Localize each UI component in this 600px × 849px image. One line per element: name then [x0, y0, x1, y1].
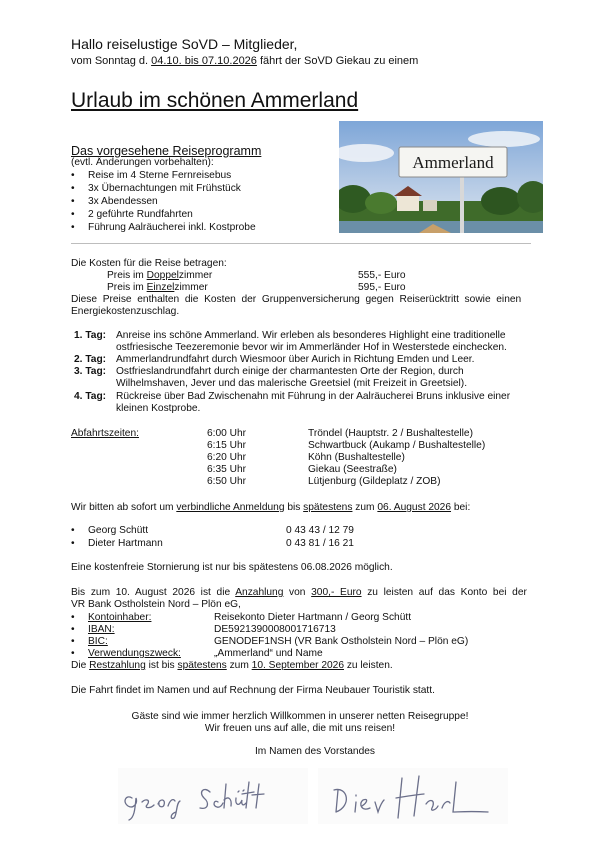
day-text: ostfriesische Teezeremonie bevor wir im Ammerländer Hof in Westerstede einchecken.	[116, 342, 507, 353]
bank-name: VR Bank Ostholstein Nord – Plön eG,	[71, 599, 241, 610]
departure-time: 6:50 Uhr	[207, 476, 247, 487]
remaining-payment: Die Restzahlung ist bis spätestens zum 10. September 2026 zu leisten.	[71, 660, 393, 671]
iban-label: • IBAN:	[88, 624, 115, 635]
departure-place: Schwartbuck (Aukamp / Bushaltestelle)	[308, 440, 486, 451]
trip-date-line: vom Sonntag d. 04.10. bis 07.10.2026 fährt der SoVD Giekau zu einem	[71, 55, 419, 67]
price-single-label: Preis im Einzelzimmer	[107, 282, 208, 293]
contact-name: • Georg Schütt	[88, 525, 148, 536]
price-single: 595,- Euro	[358, 282, 406, 293]
page-title: Urlaub im schönen Ammerland	[71, 89, 359, 112]
day-label: 2. Tag:	[74, 354, 107, 365]
departure-time: 6:20 Uhr	[207, 452, 247, 463]
ammerland-sign-photo	[339, 121, 543, 233]
organizer-note: Die Fahrt findet im Namen und auf Rechnung der Firma Neubauer Touristik statt.	[71, 685, 435, 696]
program-item: • Führung Aalräucherei inkl. Kostprobe	[88, 222, 256, 233]
divider	[71, 243, 531, 244]
closing-line-1: Gäste sind wie immer herzlich Willkommen in unserer netten Reisegruppe!	[131, 711, 469, 722]
contact-name: • Dieter Hartmann	[88, 538, 163, 549]
departure-time: 6:35 Uhr	[207, 464, 247, 475]
program-item: • Reise im 4 Sterne Fernreisebus	[88, 170, 231, 181]
departure-time: 6:15 Uhr	[207, 440, 247, 451]
trip-date-range: 04.10. bis 07.10.2026	[151, 55, 257, 67]
program-note: (evtl. Änderungen vorbehalten):	[71, 157, 214, 168]
contact-phone: 0 43 81 / 16 21	[286, 538, 354, 549]
price-double-label: Preis im Doppelzimmer	[107, 270, 213, 281]
bic-value: GENODEF1NSH (VR Bank Ostholstein Nord – Plön eG)	[214, 636, 469, 647]
departure-place: Tröndel (Hauptstr. 2 / Bushaltestelle)	[308, 428, 473, 439]
day-label: 3. Tag:	[74, 366, 107, 377]
costs-note-2: Energiekostenzuschlag.	[71, 306, 180, 317]
payment-line: Bis zum 10. August 2026 ist die Anzahlung von 300,- Euro zu leisten auf das Konto bei der	[71, 587, 527, 598]
bic-label: • BIC:	[88, 636, 108, 647]
departure-place: Lütjenburg (Gildeplatz / ZOB)	[308, 476, 441, 487]
departures-label: Abfahrtszeiten:	[71, 428, 139, 439]
costs-note: Diese Preise enthalten die Kosten der Gruppenversicherung gegen Reiserücktritt sowie einen	[71, 294, 522, 305]
day-text: Wilhelmshaven, Jever und das malerische Greetsiel (mit Freizeit in Greetsiel).	[116, 378, 468, 389]
purpose-label: • Verwendungszweck:	[88, 648, 181, 659]
iban-value: DE59213900080017167​13	[214, 624, 336, 635]
program-item: • 3x Übernachtungen mit Frühstück	[88, 183, 241, 194]
closing-line-2: Wir freuen uns auf alle, die mit uns reisen!	[204, 723, 396, 734]
purpose-value: „Ammerland“ und Name	[214, 648, 323, 659]
price-double: 555,- Euro	[358, 270, 406, 281]
day-text: Anreise ins schöne Ammerland. Wir erleben als besonderes Highlight eine traditionelle	[116, 330, 506, 341]
program-heading: Das vorgesehene Reiseprogramm	[71, 144, 262, 158]
day-text: Ostfrieslandrundfahrt durch einige der charmantesten Orte der Region, durch	[116, 366, 464, 377]
board-line: Im Namen des Vorstandes	[254, 746, 376, 757]
day-text: kleinen Kostprobe.	[116, 403, 201, 414]
departure-place: Köhn (Bushaltestelle)	[308, 452, 405, 463]
registration-text: Wir bitten ab sofort um verbindliche Anmeldung bis spätestens zum 06. August 2026 bei:	[71, 502, 471, 513]
day-text: Rückreise über Bad Zwischenahn mit Führung in der Aalräucherei Bruns inklusive einer	[116, 391, 511, 402]
program-item: • 3x Abendessen	[88, 196, 158, 207]
program-item: • 2 geführte Rundfahrten	[88, 209, 193, 220]
costs-intro: Die Kosten für die Reise betragen:	[71, 258, 227, 269]
day-label: 4. Tag:	[74, 391, 107, 402]
signature-georg-schuett	[118, 768, 308, 824]
contact-phone: 0 43 43 / 12 79	[286, 525, 354, 536]
sign-text: Ammerland	[412, 153, 494, 172]
day-text: Ammerlandrundfahrt durch Wiesmoor über Aurich in Richtung Emden und Leer.	[116, 354, 475, 365]
account-holder-label: • Kontoinhaber:	[88, 612, 151, 623]
departure-time: 6:00 Uhr	[207, 428, 247, 439]
greeting: Hallo reiselustige SoVD – Mitglieder,	[71, 36, 298, 52]
account-holder: Reisekonto Dieter Hartmann / Georg Schütt	[214, 612, 412, 623]
cancellation-note: Eine kostenfreie Stornierung ist nur bis spätestens 06.08.2026 möglich.	[71, 562, 393, 573]
departure-place: Giekau (Seestraße)	[308, 464, 397, 475]
signature-dieter-hartmann	[318, 768, 508, 824]
day-label: 1. Tag:	[74, 330, 107, 341]
